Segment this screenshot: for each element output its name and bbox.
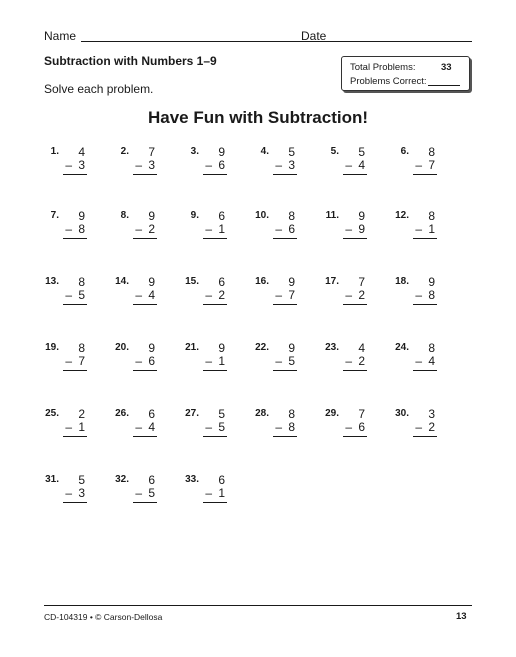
problem-number: 10. [255, 210, 269, 221]
minus-sign: – [205, 222, 212, 236]
problem-subtrahend: 7 [78, 354, 85, 368]
problem-number: 8. [120, 210, 129, 221]
problem-item [112, 276, 176, 316]
problem-subtrahend: 3 [148, 158, 155, 172]
answer-line [413, 436, 437, 437]
problem-minuend: 5 [218, 407, 225, 421]
minus-sign: – [135, 354, 142, 368]
problem-item [182, 146, 246, 186]
minus-sign: – [135, 486, 142, 500]
problem-subtrahend: 8 [288, 420, 295, 434]
problem-minuend: 6 [148, 407, 155, 421]
problem-minuend: 9 [288, 275, 295, 289]
problem-item [392, 146, 456, 186]
minus-sign: – [345, 222, 352, 236]
problem-number: 30. [395, 408, 409, 419]
minus-sign: – [415, 420, 422, 434]
problem-item [182, 342, 246, 382]
answer-line [203, 304, 227, 305]
problem-minuend: 7 [358, 407, 365, 421]
problem-minuend: 9 [288, 341, 295, 355]
problem-minuend: 6 [218, 275, 225, 289]
problem-minuend: 9 [358, 209, 365, 223]
problem-minuend: 8 [288, 209, 295, 223]
score-box [341, 56, 470, 91]
problem-item [42, 342, 106, 382]
answer-line [343, 304, 367, 305]
answer-line [273, 174, 297, 175]
problem-subtrahend: 3 [78, 486, 85, 500]
total-problems-value: 33 [441, 62, 452, 73]
name-date-row [44, 29, 472, 45]
problem-minuend: 9 [78, 209, 85, 223]
problem-minuend: 2 [78, 407, 85, 421]
answer-line [413, 174, 437, 175]
answer-line [133, 436, 157, 437]
problem-item [112, 342, 176, 382]
problem-number: 27. [185, 408, 199, 419]
answer-line [343, 370, 367, 371]
minus-sign: – [345, 158, 352, 172]
answer-line [63, 502, 87, 503]
minus-sign: – [205, 486, 212, 500]
problem-number: 22. [255, 342, 269, 353]
answer-line [273, 238, 297, 239]
problem-subtrahend: 1 [78, 420, 85, 434]
problem-number: 25. [45, 408, 59, 419]
minus-sign: – [275, 288, 282, 302]
total-problems-label: Total Problems: [350, 62, 416, 73]
minus-sign: – [415, 222, 422, 236]
problem-number: 29. [325, 408, 339, 419]
minus-sign: – [205, 158, 212, 172]
minus-sign: – [345, 354, 352, 368]
minus-sign: – [275, 222, 282, 236]
name-blank-line [81, 41, 333, 42]
minus-sign: – [135, 288, 142, 302]
minus-sign: – [135, 222, 142, 236]
problem-number: 5. [330, 146, 339, 157]
problem-number: 32. [115, 474, 129, 485]
problem-subtrahend: 8 [428, 288, 435, 302]
problem-subtrahend: 2 [358, 288, 365, 302]
problem-number: 6. [400, 146, 409, 157]
problem-item [322, 408, 386, 448]
problem-minuend: 8 [78, 341, 85, 355]
problem-item [252, 408, 316, 448]
problem-number: 24. [395, 342, 409, 353]
problem-number: 2. [120, 146, 129, 157]
problem-minuend: 6 [148, 473, 155, 487]
problem-item [252, 342, 316, 382]
problem-subtrahend: 1 [428, 222, 435, 236]
problem-minuend: 9 [148, 341, 155, 355]
problem-item [392, 408, 456, 448]
problem-subtrahend: 7 [428, 158, 435, 172]
answer-line [133, 502, 157, 503]
minus-sign: – [345, 288, 352, 302]
problem-subtrahend: 1 [218, 486, 225, 500]
worksheet-title: Subtraction with Numbers 1–9 [44, 54, 217, 68]
problem-minuend: 4 [358, 341, 365, 355]
minus-sign: – [275, 420, 282, 434]
problem-item [182, 474, 246, 514]
minus-sign: – [135, 158, 142, 172]
answer-line [343, 238, 367, 239]
problem-minuend: 5 [78, 473, 85, 487]
answer-line [63, 370, 87, 371]
problem-number: 17. [325, 276, 339, 287]
answer-line [203, 238, 227, 239]
footer-divider [44, 605, 472, 606]
problem-item [252, 146, 316, 186]
problem-item [112, 408, 176, 448]
problem-item [322, 210, 386, 250]
answer-line [273, 304, 297, 305]
problem-minuend: 8 [428, 145, 435, 159]
answer-line [203, 502, 227, 503]
problem-subtrahend: 1 [218, 222, 225, 236]
problem-number: 18. [395, 276, 409, 287]
problem-number: 28. [255, 408, 269, 419]
answer-line [413, 370, 437, 371]
problem-item [322, 276, 386, 316]
problem-minuend: 5 [358, 145, 365, 159]
problem-minuend: 7 [358, 275, 365, 289]
problem-number: 13. [45, 276, 59, 287]
problem-minuend: 8 [428, 209, 435, 223]
date-label: Date [301, 29, 327, 43]
answer-line [63, 238, 87, 239]
minus-sign: – [415, 288, 422, 302]
problem-minuend: 8 [428, 341, 435, 355]
page-number: 13 [456, 611, 467, 622]
problem-number: 12. [395, 210, 409, 221]
worksheet-heading: Have Fun with Subtraction! [147, 108, 369, 127]
minus-sign: – [65, 288, 72, 302]
answer-line [63, 174, 87, 175]
problem-subtrahend: 2 [218, 288, 225, 302]
problem-number: 14. [115, 276, 129, 287]
problem-number: 16. [255, 276, 269, 287]
problem-subtrahend: 9 [358, 222, 365, 236]
answer-line [63, 436, 87, 437]
problem-item [42, 146, 106, 186]
problem-subtrahend: 3 [288, 158, 295, 172]
answer-line [203, 370, 227, 371]
answer-line [203, 174, 227, 175]
problem-number: 7. [50, 210, 59, 221]
problem-item [42, 474, 106, 514]
answer-line [133, 304, 157, 305]
problem-number: 20. [115, 342, 129, 353]
problem-number: 26. [115, 408, 129, 419]
answer-line [413, 304, 437, 305]
problem-item [112, 146, 176, 186]
problem-minuend: 9 [148, 209, 155, 223]
problem-number: 21. [185, 342, 199, 353]
minus-sign: – [205, 420, 212, 434]
minus-sign: – [65, 486, 72, 500]
problem-minuend: 3 [428, 407, 435, 421]
problem-minuend: 6 [218, 473, 225, 487]
problem-item [392, 342, 456, 382]
problem-subtrahend: 8 [78, 222, 85, 236]
answer-line [133, 174, 157, 175]
problem-item [112, 210, 176, 250]
problem-number: 19. [45, 342, 59, 353]
worksheet-instructions: Solve each problem. [44, 82, 154, 96]
problem-subtrahend: 6 [218, 158, 225, 172]
problem-minuend: 6 [218, 209, 225, 223]
problems-correct-label: Problems Correct: [350, 76, 427, 87]
problem-subtrahend: 5 [148, 486, 155, 500]
problem-subtrahend: 1 [218, 354, 225, 368]
problem-subtrahend: 6 [358, 420, 365, 434]
problem-subtrahend: 4 [428, 354, 435, 368]
problem-minuend: 9 [218, 341, 225, 355]
problem-item [42, 408, 106, 448]
problem-item [112, 474, 176, 514]
problem-number: 1. [50, 146, 59, 157]
problem-number: 31. [45, 474, 59, 485]
minus-sign: – [65, 158, 72, 172]
problem-minuend: 9 [218, 145, 225, 159]
problem-item [42, 276, 106, 316]
problem-minuend: 7 [148, 145, 155, 159]
problems-correct-blank [428, 85, 460, 86]
answer-line [343, 436, 367, 437]
date-blank-line [329, 41, 472, 42]
minus-sign: – [205, 354, 212, 368]
name-label: Name [44, 29, 77, 43]
minus-sign: – [415, 354, 422, 368]
minus-sign: – [65, 354, 72, 368]
problem-subtrahend: 2 [358, 354, 365, 368]
answer-line [413, 238, 437, 239]
problem-subtrahend: 6 [148, 354, 155, 368]
problem-item [42, 210, 106, 250]
answer-line [63, 304, 87, 305]
problem-minuend: 4 [78, 145, 85, 159]
problem-item [182, 408, 246, 448]
minus-sign: – [65, 222, 72, 236]
problem-item [322, 146, 386, 186]
problem-item [182, 276, 246, 316]
problem-number: 23. [325, 342, 339, 353]
problem-number: 3. [190, 146, 199, 157]
problem-item [392, 210, 456, 250]
problem-item [182, 210, 246, 250]
problem-subtrahend: 2 [148, 222, 155, 236]
minus-sign: – [275, 158, 282, 172]
problem-item [252, 276, 316, 316]
problem-number: 33. [185, 474, 199, 485]
problem-subtrahend: 2 [428, 420, 435, 434]
problem-subtrahend: 5 [218, 420, 225, 434]
problem-number: 9. [190, 210, 199, 221]
problem-minuend: 9 [148, 275, 155, 289]
problem-number: 15. [185, 276, 199, 287]
problem-subtrahend: 3 [78, 158, 85, 172]
problem-number: 4. [260, 146, 269, 157]
answer-line [273, 370, 297, 371]
problem-subtrahend: 5 [78, 288, 85, 302]
minus-sign: – [205, 288, 212, 302]
minus-sign: – [65, 420, 72, 434]
problem-subtrahend: 7 [288, 288, 295, 302]
problem-subtrahend: 4 [148, 288, 155, 302]
problem-minuend: 9 [428, 275, 435, 289]
minus-sign: – [415, 158, 422, 172]
minus-sign: – [275, 354, 282, 368]
problem-item [322, 342, 386, 382]
answer-line [273, 436, 297, 437]
problem-item [252, 210, 316, 250]
problem-item [392, 276, 456, 316]
answer-line [133, 370, 157, 371]
answer-line [203, 436, 227, 437]
problem-subtrahend: 6 [288, 222, 295, 236]
problem-subtrahend: 4 [148, 420, 155, 434]
minus-sign: – [135, 420, 142, 434]
problem-minuend: 8 [78, 275, 85, 289]
problem-subtrahend: 5 [288, 354, 295, 368]
minus-sign: – [345, 420, 352, 434]
footer-code: CD-104319 • © Carson-Dellosa [44, 612, 163, 622]
answer-line [343, 174, 367, 175]
answer-line [133, 238, 157, 239]
problem-minuend: 5 [288, 145, 295, 159]
problem-minuend: 8 [288, 407, 295, 421]
problem-subtrahend: 4 [358, 158, 365, 172]
problem-number: 11. [325, 210, 339, 221]
